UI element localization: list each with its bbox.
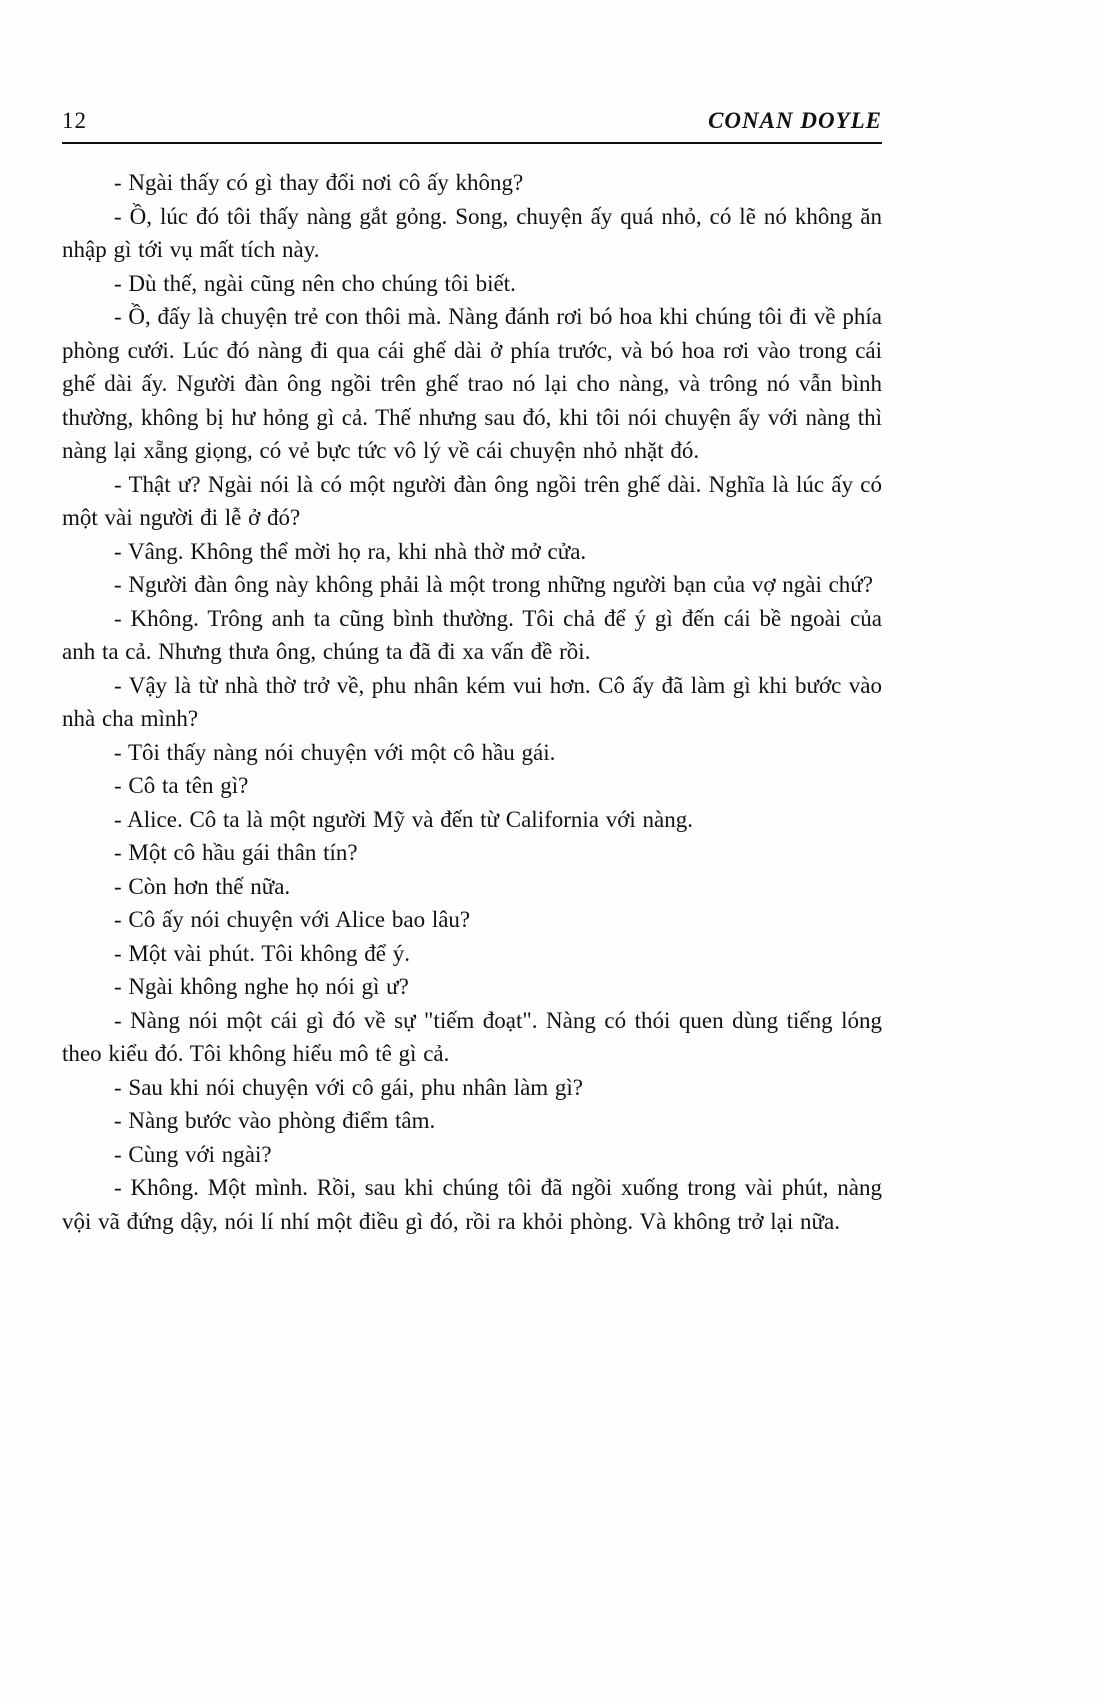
paragraph: - Người đàn ông này không phải là một trong những người bạn của vợ ngài chứ? xyxy=(114,572,873,597)
page-content xyxy=(62,108,882,1238)
page-number: 12 xyxy=(62,108,87,133)
paragraph: - Ngài không nghe họ nói gì ư? xyxy=(114,974,409,999)
paragraph: - Ồ, đấy là chuyện trẻ con thôi mà. Nàng đánh rơi bó hoa khi chúng tôi đi về phía phòng cưới. Lúc đó nàng đi qua cái ghế dài ở phía trước, và bó hoa rơi vào trong cái ghế dài ấy. Người đàn ông ngồi trên ghế trao nó lại cho nàng, và trông nó vẫn bình thường, không bị hư hỏng gì cả. Thế nhưng sau đó, khi tôi nói chuyện ấy với nàng thì nàng lại xẵng giọng, có vẻ bực tức vô lý về cái chuyện nhỏ nhặt đó. xyxy=(62,304,882,463)
paragraph: - Không. Trông anh ta cũng bình thường. Tôi chả để ý gì đến cái bề ngoài của anh ta cả. Nhưng thưa ông, chúng ta đã đi xa vấn đề rồi. xyxy=(62,605,882,664)
paragraph: - Một cô hầu gái thân tín? xyxy=(114,840,358,865)
paragraph: - Sau khi nói chuyện với cô gái, phu nhân làm gì? xyxy=(114,1074,584,1100)
paragraph: - Thật ư? Ngài nói là có một người đàn ông ngồi trên ghế dài. Nghĩa là lúc ấy có một vài người đi lễ ở đó? xyxy=(62,471,882,530)
paragraph: - Nàng bước vào phòng điểm tâm. xyxy=(114,1108,436,1133)
paragraph: - Cô ấy nói chuyện với Alice bao lâu? xyxy=(114,907,471,932)
paragraph: - Vâng. Không thể mời họ ra, khi nhà thờ mở cửa. xyxy=(114,538,587,564)
paragraph: - Vậy là từ nhà thờ trở về, phu nhân kém vui hơn. Cô ấy đã làm gì khi bước vào nhà cha mình? xyxy=(62,672,882,731)
running-title: CONAN DOYLE xyxy=(708,108,882,133)
paragraph: - Tôi thấy nàng nói chuyện với một cô hầu gái. xyxy=(114,739,556,765)
paragraph: - Cùng với ngài? xyxy=(114,1141,272,1167)
paragraph: - Không. Một mình. Rồi, sau khi chúng tôi đã ngồi xuống trong vài phút, nàng vội vã đứng dậy, nói lí nhí một điều gì đó, rồi ra khỏi phòng. Và không trở lại nữa. xyxy=(62,1175,882,1234)
paragraph: - Cô ta tên gì? xyxy=(114,773,249,798)
paragraph: - Ngài thấy có gì thay đổi nơi cô ấy không? xyxy=(114,170,524,195)
paragraph: - Nàng nói một cái gì đó về sự "tiếm đoạt". Nàng có thói quen dùng tiếng lóng theo kiểu đó. Tôi không hiểu mô tê gì cả. xyxy=(62,1007,882,1066)
paragraph: - Ồ, lúc đó tôi thấy nàng gắt gỏng. Song, chuyện ấy quá nhỏ, có lẽ nó không ăn nhập gì tới vụ mất tích này. xyxy=(62,203,882,262)
paragraph: - Dù thế, ngài cũng nên cho chúng tôi biết. xyxy=(114,270,516,296)
paragraph: - Một vài phút. Tôi không để ý. xyxy=(114,940,410,966)
paragraph: - Alice. Cô ta là một người Mỹ và đến từ California với nàng. xyxy=(114,806,694,832)
page-body xyxy=(62,166,882,1238)
paragraph: - Còn hơn thế nữa. xyxy=(114,873,291,899)
running-head xyxy=(62,108,882,144)
